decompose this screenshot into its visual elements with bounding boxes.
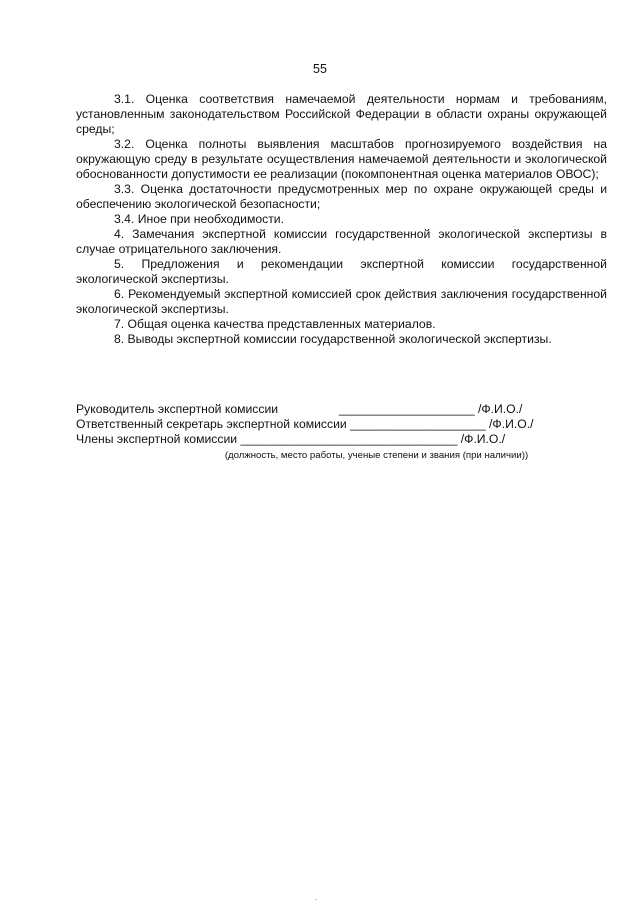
- paragraph-4: 4. Замечания экспертной комиссии государственной экологической экспертизы в случае отрицательного заключения.: [76, 227, 607, 256]
- signature-members: Члены экспертной комиссии ________________________________ /Ф.И.О./: [76, 432, 506, 446]
- document-body: [76, 92, 607, 347]
- bottom-mark: .: [315, 893, 318, 902]
- signature-secretary: Ответственный секретарь экспертной комиссии ____________________ /Ф.И.О./: [76, 417, 534, 431]
- signature-block: [76, 402, 607, 463]
- signature-head: Руководитель экспертной комиссии ____________________ /Ф.И.О./: [76, 402, 523, 416]
- page-number: 55: [313, 62, 327, 76]
- paragraph-3-1: 3.1. Оценка соответствия намечаемой деятельности нормам и требованиям, установленным законодательством Российской Федерации в области охраны окружающей среды;: [76, 92, 607, 136]
- paragraph-3-4: 3.4. Иное при необходимости.: [114, 212, 284, 226]
- paragraph-5: 5. Предложения и рекомендации экспертной комиссии государственной экологической экспертизы.: [76, 257, 607, 286]
- paragraph-8: 8. Выводы экспертной комиссии государственной экологической экспертизы.: [114, 332, 552, 346]
- paragraph-3-2: 3.2. Оценка полноты выявления масштабов прогнозируемого воздействия на окружающую среду в результате осуществления намечаемой деятельности и экологической обоснованности допустимости ее реализации (покомпонентная оценка материалов ОВОС);: [76, 137, 607, 181]
- paragraph-6: 6. Рекомендуемый экспертной комиссией срок действия заключения государственной экологической экспертизы.: [76, 287, 607, 316]
- paragraph-3-3: 3.3. Оценка достаточности предусмотренных мер по охране окружающей среды и обеспечению экологической безопасности;: [76, 182, 607, 211]
- signature-note: (должность, место работы, ученые степени и звания (при наличии)): [224, 450, 529, 461]
- paragraph-7: 7. Общая оценка качества представленных материалов.: [114, 317, 436, 331]
